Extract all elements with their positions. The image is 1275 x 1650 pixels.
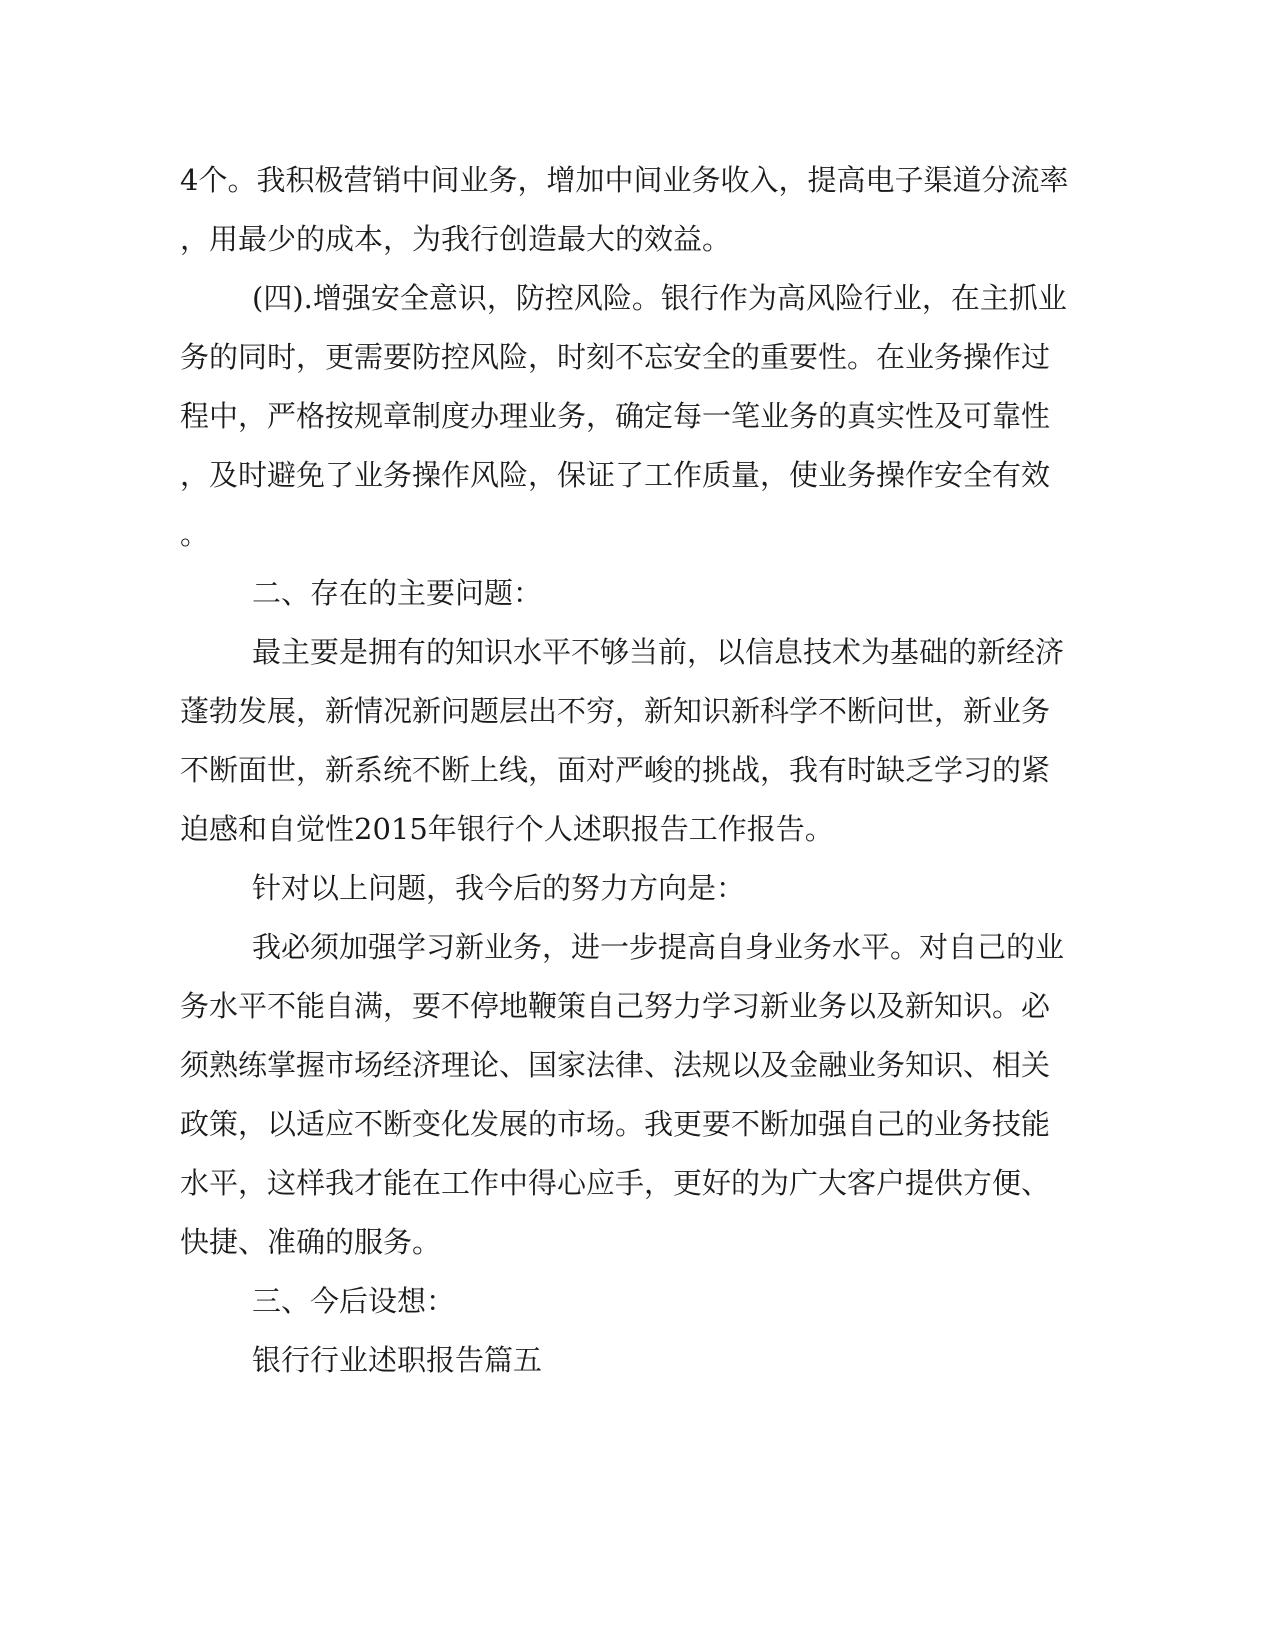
- text-line: 迫感和自觉性2015年银行个人述职报告工作报告。: [180, 812, 834, 846]
- section-heading: 二、存在的主要问题：: [252, 576, 543, 610]
- text-line: 针对以上问题，我今后的努力方向是：: [252, 871, 746, 905]
- text-line: 蓬勃发展，新情况新问题层出不穷，新知识新科学不断问世，新业务: [180, 694, 1051, 728]
- text-line: 。: [180, 517, 210, 551]
- text-line: 须熟练掌握市场经济理论、国家法律、法规以及金融业务知识、相关: [180, 1048, 1051, 1082]
- text-line: 我必须加强学习新业务，进一步提高自身业务水平。对自己的业: [252, 930, 1065, 964]
- text-line: 4个。我积极营销中间业务，增加中间业务收入，提高电子渠道分流率: [180, 163, 1069, 197]
- text-line: 政策，以适应不断变化发展的市场。我更要不断加强自己的业务技能: [180, 1107, 1051, 1141]
- text-line: ，及时避免了业务操作风险，保证了工作质量，使业务操作安全有效: [180, 458, 1051, 492]
- text-line: 务水平不能自满，要不停地鞭策自己努力学习新业务以及新知识。必: [180, 989, 1051, 1023]
- text-line: 最主要是拥有的知识水平不够当前，以信息技术为基础的新经济: [252, 635, 1065, 669]
- text-line: (四).增强安全意识，防控风险。银行作为高风险行业，在主抓业: [252, 281, 1067, 315]
- section-heading: 三、今后设想：: [252, 1284, 456, 1318]
- text-line: 水平，这样我才能在工作中得心应手，更好的为广大客户提供方便、: [180, 1166, 1051, 1200]
- text-line: ，用最少的成本，为我行创造最大的效益。: [180, 222, 732, 256]
- text-line: 务的同时，更需要防控风险，时刻不忘安全的重要性。在业务操作过: [180, 340, 1051, 374]
- text-line: 不断面世，新系统不断上线，面对严峻的挑战，我有时缺乏学习的紧: [180, 753, 1051, 787]
- text-line: 快捷、准确的服务。: [180, 1225, 442, 1259]
- text-line: 程中，严格按规章制度办理业务，确定每一笔业务的真实性及可靠性: [180, 399, 1051, 433]
- section-title: 银行行业述职报告篇五: [252, 1343, 543, 1377]
